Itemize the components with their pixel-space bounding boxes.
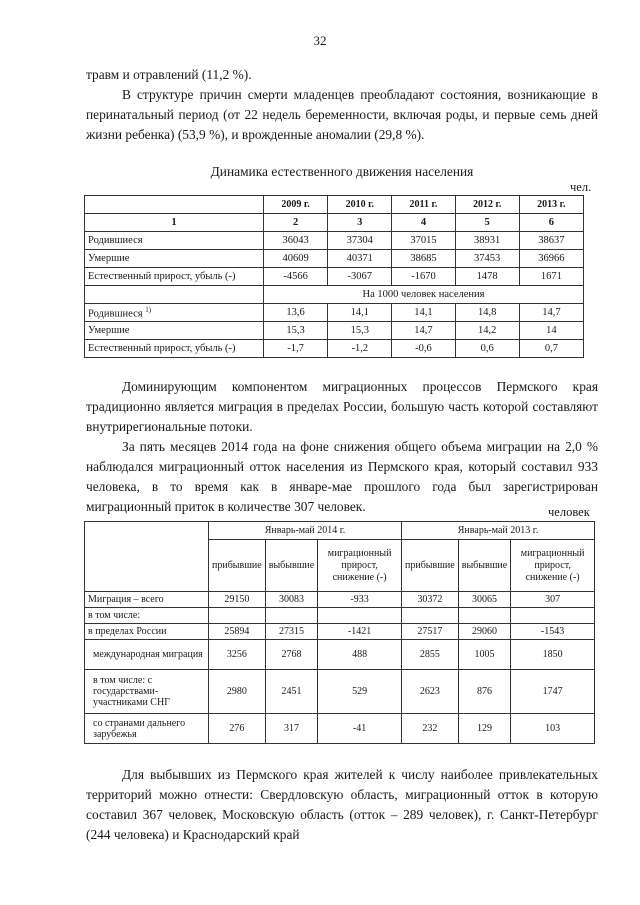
period-header: Январь-май 2013 г. [402, 522, 595, 540]
table-cell: 1005 [458, 640, 510, 670]
table-row [85, 640, 595, 670]
table-cell [209, 608, 266, 624]
row-label [85, 286, 264, 304]
table-row [85, 592, 595, 608]
table-row [85, 608, 595, 624]
row-label: Миграция – всего [85, 592, 209, 608]
column-number: 2 [264, 214, 328, 232]
row-label-text: Родившиеся [88, 308, 143, 320]
table-cell: 27517 [402, 624, 459, 640]
row-label: со странами дальнего зарубежья [85, 714, 209, 744]
row-label: Естественный прирост, убыль (-) [85, 268, 264, 286]
table-header-cell [85, 196, 264, 214]
table-cell: 14,8 [455, 304, 519, 322]
table1-unit: чел. [570, 180, 592, 194]
table-cell: -1421 [318, 624, 402, 640]
column-header: выбывшие [265, 540, 317, 592]
row-label: в том числе: [85, 608, 209, 624]
table-cell: 129 [458, 714, 510, 744]
table-cell: -0,6 [392, 340, 455, 358]
table-cell: 30065 [458, 592, 510, 608]
column-number: 3 [328, 214, 392, 232]
paragraph-3: Доминирующим компонентом миграционных процессов Пермского края традиционно является миграция в пределах России, большую часть которой составляют внутрирегиональные потоки. [86, 379, 598, 434]
column-header: выбывшие [458, 540, 510, 592]
table-cell [511, 608, 595, 624]
year-header: 2012 г. [455, 196, 519, 214]
table-cell: 30372 [402, 592, 459, 608]
table-cell: 14,1 [392, 304, 455, 322]
table-cell: 307 [511, 592, 595, 608]
table-cell: -1,2 [328, 340, 392, 358]
table-cell: 276 [209, 714, 266, 744]
table-cell: 15,3 [264, 322, 328, 340]
table-cell: 317 [265, 714, 317, 744]
table-row [85, 304, 584, 322]
paragraph-5: Для выбывших из Пермского края жителей к числу наиболее привлекательных территорий можно отнести: Свердловскую область, миграционный отток в которую составил 367 человек, Московскую область (отток – 289 человек), г. Санкт-Петербург (244 человека) и Краснодарский край [86, 767, 598, 842]
table-cell: 14,7 [519, 304, 583, 322]
table-cell: 13,6 [264, 304, 328, 322]
table-cell: 27315 [265, 624, 317, 640]
table-cell: 232 [402, 714, 459, 744]
table-cell: 14,2 [455, 322, 519, 340]
table-cell: -1543 [511, 624, 595, 640]
table-row [85, 286, 584, 304]
table-cell: 36966 [519, 250, 583, 268]
table-cell: -41 [318, 714, 402, 744]
column-header: миграционный прирост, снижение (-) [318, 540, 402, 592]
table-cell: 37015 [392, 232, 455, 250]
table-row [85, 340, 584, 358]
paragraph-2: В структуре причин смерти младенцев преобладают состояния, возникающие в перинатальный период (от 22 недель беременности, включая роды, и первые семь дней жизни ребенка) (53,9 %), и врожденные аномалии (29,8 %). [86, 87, 598, 142]
row-label: в том числе: с государствами-участниками СНГ [85, 670, 209, 714]
row-label [85, 304, 264, 322]
page-number: 32 [313, 33, 327, 48]
table-cell: 1850 [511, 640, 595, 670]
table-cell: 0,6 [455, 340, 519, 358]
row-label: Умершие [85, 322, 264, 340]
year-header: 2011 г. [392, 196, 455, 214]
table-header-cell [85, 522, 209, 592]
table-cell: 103 [511, 714, 595, 744]
column-header: прибывшие [402, 540, 459, 592]
table-cell: -3067 [328, 268, 392, 286]
table-cell: 876 [458, 670, 510, 714]
table-cell: -933 [318, 592, 402, 608]
column-number: 5 [455, 214, 519, 232]
table-cell: 25894 [209, 624, 266, 640]
table-cell: 40371 [328, 250, 392, 268]
column-number: 4 [392, 214, 455, 232]
column-header: прибывшие [209, 540, 266, 592]
year-header: 2010 г. [328, 196, 392, 214]
table-cell: 29060 [458, 624, 510, 640]
table-cell: 14,7 [392, 322, 455, 340]
table-row [85, 250, 584, 268]
table-cell: 2855 [402, 640, 459, 670]
year-header: 2013 г. [519, 196, 583, 214]
table-cell: 14,1 [328, 304, 392, 322]
table-row [85, 322, 584, 340]
table-cell [402, 608, 459, 624]
table-cell: 36043 [264, 232, 328, 250]
migration-table [84, 521, 595, 744]
footnote-marker: 1) [145, 305, 152, 314]
table-cell [318, 608, 402, 624]
table-cell: 40609 [264, 250, 328, 268]
period-header: Январь-май 2014 г. [209, 522, 402, 540]
table1-caption: Динамика естественного движения населения [210, 164, 474, 179]
table-cell: 1478 [455, 268, 519, 286]
table-cell: 38637 [519, 232, 583, 250]
row-label: международная миграция [85, 640, 209, 670]
paragraph-4: За пять месяцев 2014 года на фоне снижения общего объема миграции на 2,0 % наблюдался миграционный отток населения из Пермского края, который составил 933 человека, в то время как в январе-мае прошлого года был зарегистрирован миграционный приток в количестве 307 человек. [86, 439, 598, 514]
table-cell [265, 608, 317, 624]
table-row [85, 670, 595, 714]
table-cell: 37304 [328, 232, 392, 250]
table-cell: 2768 [265, 640, 317, 670]
column-header: миграционный прирост, снижение (-) [511, 540, 595, 592]
table-cell: 38685 [392, 250, 455, 268]
table-cell: 1671 [519, 268, 583, 286]
table-cell: -1,7 [264, 340, 328, 358]
table-cell: 2623 [402, 670, 459, 714]
table-cell: 37453 [455, 250, 519, 268]
table-cell: 3256 [209, 640, 266, 670]
table-cell: 2451 [265, 670, 317, 714]
year-header: 2009 г. [264, 196, 328, 214]
row-label: в пределах России [85, 624, 209, 640]
table-row [85, 214, 584, 232]
table-row [85, 232, 584, 250]
per-1000-header: На 1000 человек населения [264, 286, 584, 304]
natural-movement-table [84, 195, 584, 358]
table-cell: 30083 [265, 592, 317, 608]
table-cell: 0,7 [519, 340, 583, 358]
table-cell: 488 [318, 640, 402, 670]
table-cell: -4566 [264, 268, 328, 286]
row-label: Естественный прирост, убыль (-) [85, 340, 264, 358]
column-number: 1 [85, 214, 264, 232]
paragraph-1: травм и отравлений (11,2 %). [86, 67, 252, 82]
table-row [85, 624, 595, 640]
table-cell: 2980 [209, 670, 266, 714]
table-cell: 1747 [511, 670, 595, 714]
table-row [85, 268, 584, 286]
table-cell: 15,3 [328, 322, 392, 340]
table-row [85, 714, 595, 744]
table-cell: 14 [519, 322, 583, 340]
table-cell: 529 [318, 670, 402, 714]
table2-unit: человек [548, 505, 590, 519]
row-label: Родившиеся [85, 232, 264, 250]
row-label: Умершие [85, 250, 264, 268]
column-number: 6 [519, 214, 583, 232]
table-cell: 29150 [209, 592, 266, 608]
table-cell: -1670 [392, 268, 455, 286]
table-cell: 38931 [455, 232, 519, 250]
table-cell [458, 608, 510, 624]
